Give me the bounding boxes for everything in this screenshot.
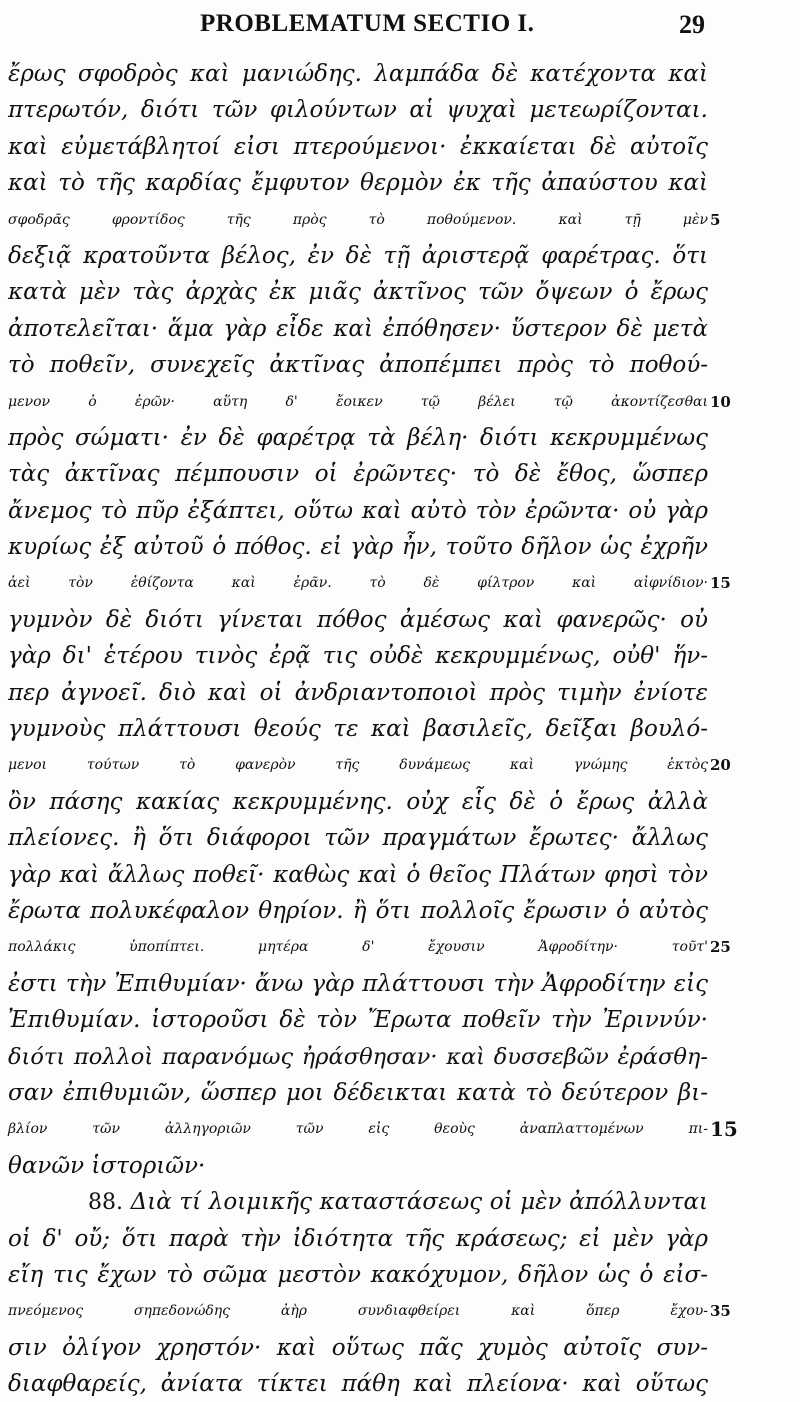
line-text: γυμνὸν δὲ διότι γίνεται πόθος ἀμέσως καὶ φανερῶς· οὐ xyxy=(8,606,708,633)
text-line xyxy=(8,675,708,711)
text-line xyxy=(8,1330,708,1366)
line-text: γὰρ δι' ἑτέρου τινὸς ἐρᾷ τις οὐδὲ κεκρυμμένως, οὐθ' ἥν- xyxy=(8,643,708,670)
text-line xyxy=(8,1111,738,1147)
line-text: ἔρωτα πολυκέφαλον θηρίον. ἢ ὅτι πολλοῖς ἔρωσιν ὁ αὐτὸς xyxy=(8,897,708,924)
line-text: οἱ δ' οὔ; ὅτι παρὰ τὴν ἰδιότητα τῆς κράσεως; εἰ μὲν γὰρ xyxy=(8,1225,708,1252)
line-text: σαν ἐπιθυμιῶν, ὥσπερ μοι δέδεικται κατὰ τὸ δεύτερον βι- xyxy=(8,1079,708,1106)
line-text: τὸ ποθεῖν, συνεχεῖς ἀκτῖνας ἀποπέμπει πρὸς τὸ ποθού- xyxy=(8,352,708,379)
line-text: καὶ τὸ τῆς καρδίας ἔμφυτον θερμὸν ἐκ τῆς ἀπαύστου καὶ xyxy=(8,170,708,197)
text-line xyxy=(8,456,708,492)
line-number: 5 xyxy=(710,210,721,229)
line-number: 15 xyxy=(710,1117,738,1142)
line-number: 15 xyxy=(710,574,731,593)
text-line xyxy=(8,820,708,856)
text-line xyxy=(8,165,708,201)
line-text: σφοδρᾶς φροντίδος τῆς πρὸς τὸ ποθούμενον. καὶ τῇ μὲν xyxy=(8,211,708,228)
text-line xyxy=(8,420,708,456)
line-text: ἀποτελεῖται· ἅμα γὰρ εἶδε καὶ ἐπόθησεν· ὕστερον δὲ μετὰ xyxy=(8,315,708,342)
text-line xyxy=(8,1075,708,1111)
text-line xyxy=(8,493,708,529)
text-line xyxy=(8,384,731,420)
page-number: 29 xyxy=(679,10,705,39)
line-text: κατὰ μὲν τὰς ἀρχὰς ἐκ μιᾶς ἀκτῖνος τῶν ὄψεων ὁ ἔρως xyxy=(8,279,708,306)
text-line xyxy=(8,929,731,965)
line-text: πλείονες. ἢ ὅτι διάφοροι τῶν πραγμάτων ἔρωτες· ἄλλως xyxy=(8,825,708,852)
line-text: πτερωτόν, διότι τῶν φιλούντων αἱ ψυχαὶ μετεωρίζονται. xyxy=(8,97,708,124)
paragraph-number: 88. xyxy=(88,1190,123,1216)
text-line xyxy=(8,1184,708,1220)
text-line xyxy=(8,1002,708,1038)
body-text xyxy=(8,56,738,1402)
text-line xyxy=(8,857,708,893)
text-line xyxy=(8,238,708,274)
line-text: μενον ὁ ἐρῶν· αὕτη δ' ἔοικεν τῷ βέλει τῷ ἀκοντίζεσθαι xyxy=(8,393,708,410)
text-line xyxy=(8,311,708,347)
text-line xyxy=(8,1039,708,1075)
line-text: εἴη τις ἔχων τὸ σῶμα μεστὸν κακόχυμον, δῆλον ὡς ὁ εἰσ- xyxy=(8,1261,708,1288)
line-text: κυρίως ἐξ αὐτοῦ ὁ πόθος. εἰ γὰρ ἦν, τοῦτο δῆλον ὡς ἐχρῆν xyxy=(8,534,708,561)
line-text: Διὰ τί λοιμικῆς καταστάσεως οἱ μὲν ἀπόλλυνται xyxy=(130,1189,709,1216)
line-text: Ἐπιθυμίαν. ἱστοροῦσι δὲ τὸν Ἔρωτα ποθεῖν τὴν Ἐριννύν· xyxy=(8,1007,708,1034)
line-text: καὶ εὐμετάβλητοί εἰσι πτερούμενοι· ἐκκαίεται δὲ αὐτοῖς xyxy=(8,133,708,160)
line-text: πρὸς σώματι· ἐν δὲ φαρέτρᾳ τὰ βέλη· διότι κεκρυμμένως xyxy=(8,424,708,451)
line-text: ἔρως σφοδρὸς καὶ μανιώδης. λαμπάδα δὲ κατέχοντα καὶ xyxy=(8,61,708,87)
line-number: 20 xyxy=(710,756,731,775)
line-text: διότι πολλοὶ παρανόμως ἠράσθησαν· καὶ δυσσεβῶν ἐράσθη- xyxy=(8,1043,708,1070)
text-line xyxy=(8,747,731,783)
line-text: σιν ὀλίγον χρηστόν· καὶ οὕτως πᾶς χυμὸς αὐτοῖς συν- xyxy=(8,1334,708,1361)
line-number: 25 xyxy=(710,938,731,957)
text-line xyxy=(8,966,708,1002)
line-number: 35 xyxy=(710,1302,731,1321)
running-header xyxy=(200,6,705,42)
line-text: γυμνοὺς πλάττουσι θεούς τε καὶ βασιλεῖς, δεῖξαι βουλό- xyxy=(8,716,708,743)
line-text: θανῶν ἱστοριῶν· xyxy=(8,1152,206,1179)
line-text: τὰς ἀκτῖνας πέμπουσιν οἱ ἐρῶντες· τὸ δὲ ἔθος, ὥσπερ xyxy=(8,461,708,488)
line-text: περ ἀγνοεῖ. διὸ καὶ οἱ ἀνδριαντοποιοὶ πρὸς τιμὴν ἐνίοτε xyxy=(8,679,708,706)
line-text: ὂν πάσης κακίας κεκρυμμένης. οὐχ εἷς δὲ ὁ ἔρως ἀλλὰ xyxy=(8,788,708,815)
text-line xyxy=(8,893,708,929)
text-line xyxy=(8,92,708,128)
text-line xyxy=(8,1366,708,1402)
line-text: δεξιᾷ κρατοῦντα βέλος, ἐν δὲ τῇ ἀριστερᾷ φαρέτρας. ὅτι xyxy=(8,242,708,269)
text-line xyxy=(8,129,708,165)
line-text: μενοι τούτων τὸ φανερὸν τῆς δυνάμεως καὶ γνώμης ἐκτὸς xyxy=(8,757,708,774)
text-line xyxy=(8,565,731,601)
line-text: πολλάκις ὑποπίπτει. μητέρα δ' ἔχουσιν Ἀφροδίτην· τοῦτ' xyxy=(8,939,708,956)
text-line xyxy=(8,1293,731,1329)
text-line xyxy=(8,1257,708,1293)
line-text: βλίον τῶν ἀλληγοριῶν τῶν εἰς θεοὺς ἀναπλαττομένων πι- xyxy=(8,1121,708,1138)
line-text: ἐστι τὴν Ἐπιθυμίαν· ἄνω γὰρ πλάττουσι τὴν Ἀφροδίτην εἰς xyxy=(8,970,708,997)
text-line xyxy=(8,529,708,565)
line-text: γὰρ καὶ ἄλλως ποθεῖ· καθὼς καὶ ὁ θεῖος Πλάτων φησὶ τὸν xyxy=(8,861,708,888)
text-line xyxy=(8,56,708,92)
text-line xyxy=(8,1221,708,1257)
line-text: ἀεὶ τὸν ἐθίζοντα καὶ ἐρᾶν. τὸ δὲ φίλτρον καὶ αἰφνίδιον· xyxy=(8,575,708,592)
text-line xyxy=(8,1148,708,1184)
text-line xyxy=(8,274,708,310)
line-text: ἄνεμος τὸ πῦρ ἐξάπτει, οὕτω καὶ αὐτὸ τὸν ἐρῶντα· οὐ γὰρ xyxy=(8,497,708,524)
line-number: 10 xyxy=(710,392,731,411)
text-line xyxy=(8,711,708,747)
text-line xyxy=(8,347,708,383)
text-line xyxy=(8,202,721,238)
text-line xyxy=(8,602,708,638)
text-line xyxy=(8,638,708,674)
line-text: πνεόμενος σηπεδονώδης ἀὴρ συνδιαφθείρει καὶ ὅπερ ἔχου- xyxy=(8,1303,708,1320)
line-text: διαφθαρείς, ἀνίατα τίκτει πάθη καὶ πλείονα· καὶ οὕτως xyxy=(8,1371,708,1398)
running-title: PROBLEMATUM SECTIO I. xyxy=(200,10,535,37)
text-line xyxy=(8,784,708,820)
